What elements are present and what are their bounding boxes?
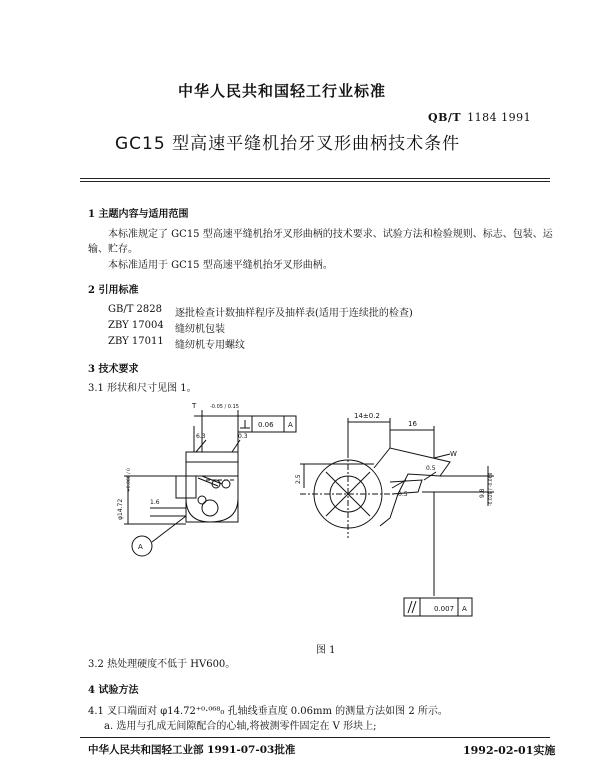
ref-name: 逐批检查计数抽样程序及抽样表(适用于连续批的检查)	[175, 308, 413, 319]
dim-0-5-b: 0.5	[426, 465, 436, 472]
hatch-line	[198, 478, 218, 486]
figure-1-drawing	[90, 396, 550, 636]
left-view-slot	[186, 462, 238, 476]
section-1-para-1-line-2: 输、贮存。	[88, 244, 138, 255]
figure-caption: 图 1	[316, 645, 336, 656]
left-view-screw-hole	[198, 496, 206, 504]
parallel-symbol-icon	[412, 601, 416, 613]
dim-16: 16	[408, 420, 417, 428]
dim-6-3-leader	[196, 440, 206, 452]
standard-code	[428, 111, 531, 124]
left-view-hole	[202, 500, 218, 516]
tol-T-label: T	[192, 402, 197, 410]
parallelism-datum: A	[462, 605, 467, 613]
section-3-item-2: 3.2 热处理硬度不低于 HV600。	[88, 659, 236, 670]
parallelism-value: 0.007	[434, 605, 455, 613]
fork-outline	[374, 448, 450, 526]
right-view	[300, 418, 494, 616]
tol-T-deviation: -0.05 / 0.15	[210, 404, 239, 410]
ref-name: 缝纫机专用螺纹	[175, 340, 245, 351]
label-w: W	[450, 450, 457, 458]
section-1-para-2: 本标准适用于 GC15 型高速平缝机抬牙叉形曲柄。	[108, 260, 333, 271]
dim-9-8: 9.8	[479, 488, 486, 498]
dia-left: φ14.72	[117, 498, 124, 520]
parallel-symbol-icon	[408, 601, 412, 613]
section-4-item-1: 4.1 叉口端面对 φ14.72⁺⁰·⁰⁶⁸₀ 孔轴线垂直度 0.06mm 的测量方法如图 2 所示。	[88, 706, 448, 717]
section-1-para-1-line-1: 本标准规定了 GC15 型高速平缝机抬牙叉形曲柄的技术要求、试验方法和检验规则、标志、包装、运	[108, 229, 553, 240]
datum-a-leader	[152, 516, 186, 542]
perpendicularity-datum: A	[288, 421, 293, 429]
issuing-body: 中华人民共和国轻工行业标准	[178, 82, 387, 100]
ref-code: ZBY 17004	[108, 320, 164, 331]
dim-14: 14±0.2	[354, 412, 380, 420]
implementation-date: 1992-02-01实施	[463, 744, 556, 757]
header-rule-top	[80, 178, 550, 179]
section-4-item-1a: a. 选用与孔成无间隙配合的心轴,将被测零件固定在 V 形块上;	[104, 721, 377, 732]
perpendicularity-value: 0.06	[258, 421, 274, 429]
section-3-item-1: 3.1 形状和尺寸见图 1。	[88, 383, 197, 394]
ref-code: ZBY 17011	[108, 336, 164, 347]
left-view-round	[186, 498, 238, 522]
dia-left-deviation: +0.068 / 0	[127, 468, 132, 492]
dim-2-5: 2.5	[295, 474, 302, 484]
dim-0-5-a: 0.5	[398, 491, 408, 498]
dim-6-3: 6.3	[196, 433, 206, 440]
datum-a-label: A	[138, 543, 143, 551]
left-view-pin	[222, 480, 230, 488]
dim-9-8-deviation: -0.028 / -0.068	[489, 472, 494, 506]
dim-0-3-leader	[232, 440, 240, 452]
section-1-heading: 1 主题内容与适用范围	[88, 209, 189, 220]
document-title: GC15 型高速平缝机抬牙叉形曲柄技术条件	[115, 134, 461, 154]
section-4-heading: 4 试验方法	[88, 685, 139, 696]
ref-name: 缝纫机包装	[175, 324, 225, 335]
footer-rule	[80, 737, 550, 738]
w-leader	[434, 454, 450, 458]
dim-1-6: 1.6	[150, 499, 160, 506]
standard-code-number: 1184 1991	[467, 111, 532, 124]
section-3-heading: 3 技术要求	[88, 364, 139, 375]
approval-line: 中华人民共和国轻工业部 1991-07-03批准	[88, 744, 296, 756]
header-rule-bottom	[80, 181, 550, 182]
standard-code-prefix: QB/T	[428, 111, 462, 124]
left-view	[124, 410, 296, 556]
section-2-heading: 2 引用标准	[88, 285, 139, 296]
ref-code: GB/T 2828	[108, 304, 163, 315]
dim-0-3: 0.3	[238, 433, 248, 440]
